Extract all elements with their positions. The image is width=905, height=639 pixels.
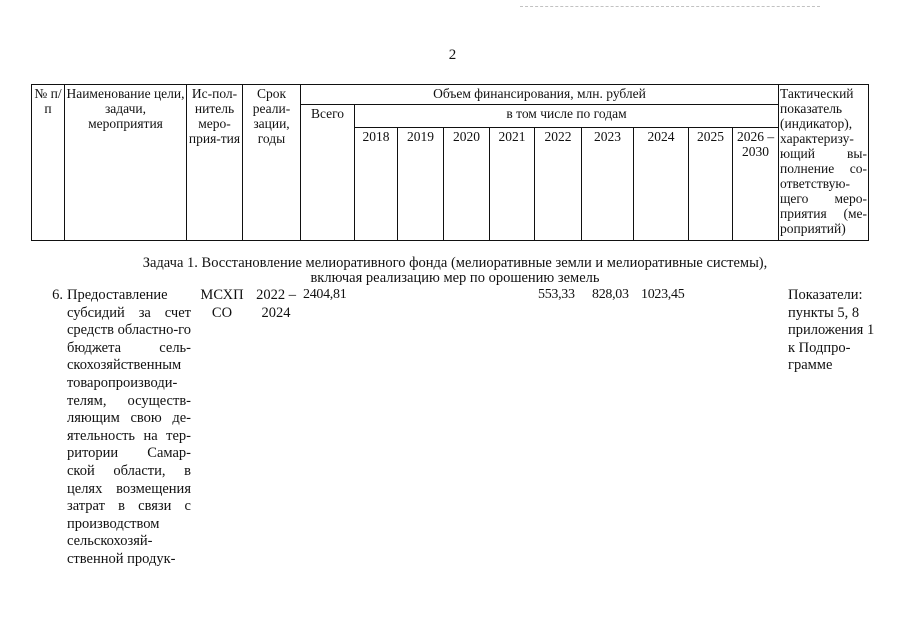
row-executor: МСХП СО [200,287,244,321]
row-name: Предоставление субсидий за счет средств областно-го бюджета сель-скохозяйственным товаропроизводи-телям, осуществ-ляющим свою де-ятельность на тер-ритории Самар-ской области, в целях возмещения затрат в связи с производством сельскохозяй-ственной продук- [67,287,191,567]
row-value-2024: 1023,45 [641,287,685,302]
task-title-line1: Задача 1. Восстановление мелиоративного фонда (мелиоративные земли и мелиоративные системы), [142,255,768,271]
row-value-2022: 553,33 [538,287,575,302]
row-indicator-line2: пункты 5, 8 [788,304,860,321]
header-year-2024: 2024 [634,128,689,241]
header-indicator: Тактический показатель (индикатор), характеризу-ющий вы-полнение со-ответствую-щего меро-приятия (ме-роприятий) [779,85,869,241]
header-year-2018: 2018 [355,128,398,241]
header-year-2025: 2025 [689,128,733,241]
header-total: Всего [301,105,355,241]
page-number: 2 [448,47,457,63]
row-indicator-line4: к Подпро- [788,339,851,356]
scan-artifact-line [520,6,820,7]
header-num: № п/п [32,85,65,241]
row-value-2023: 828,03 [592,287,629,302]
header-year-2019: 2019 [398,128,444,241]
header-year-2020: 2020 [444,128,490,241]
row-indicator-line1: Показатели: [788,287,863,303]
row-total: 2404,81 [303,287,347,302]
header-table [31,84,869,241]
row-indicator [788,287,878,375]
header-by-years: в том числе по годам [355,105,779,128]
task-title-line2: включая реализацию мер по орошению земель [310,270,600,286]
header-executor: Ис-пол-нитель меро-прия-тия [187,85,243,241]
header-year-2022: 2022 [535,128,582,241]
header-period: Срок реали-зации, годы [243,85,301,241]
header-year-2021: 2021 [490,128,535,241]
row-indicator-line3: приложения 1 [788,322,875,339]
row-period: 2022 – 2024 [256,287,296,321]
task-title [60,256,850,286]
header-financing: Объем финансирования, млн. рублей [301,85,779,105]
row-indicator-line5: грамме [788,357,833,374]
header-name: Наименование цели, задачи, мероприятия [65,85,187,241]
header-year-2026-2030: 2026 – 2030 [733,128,779,241]
header-year-2023: 2023 [582,128,634,241]
row-number: 6. [52,287,63,303]
